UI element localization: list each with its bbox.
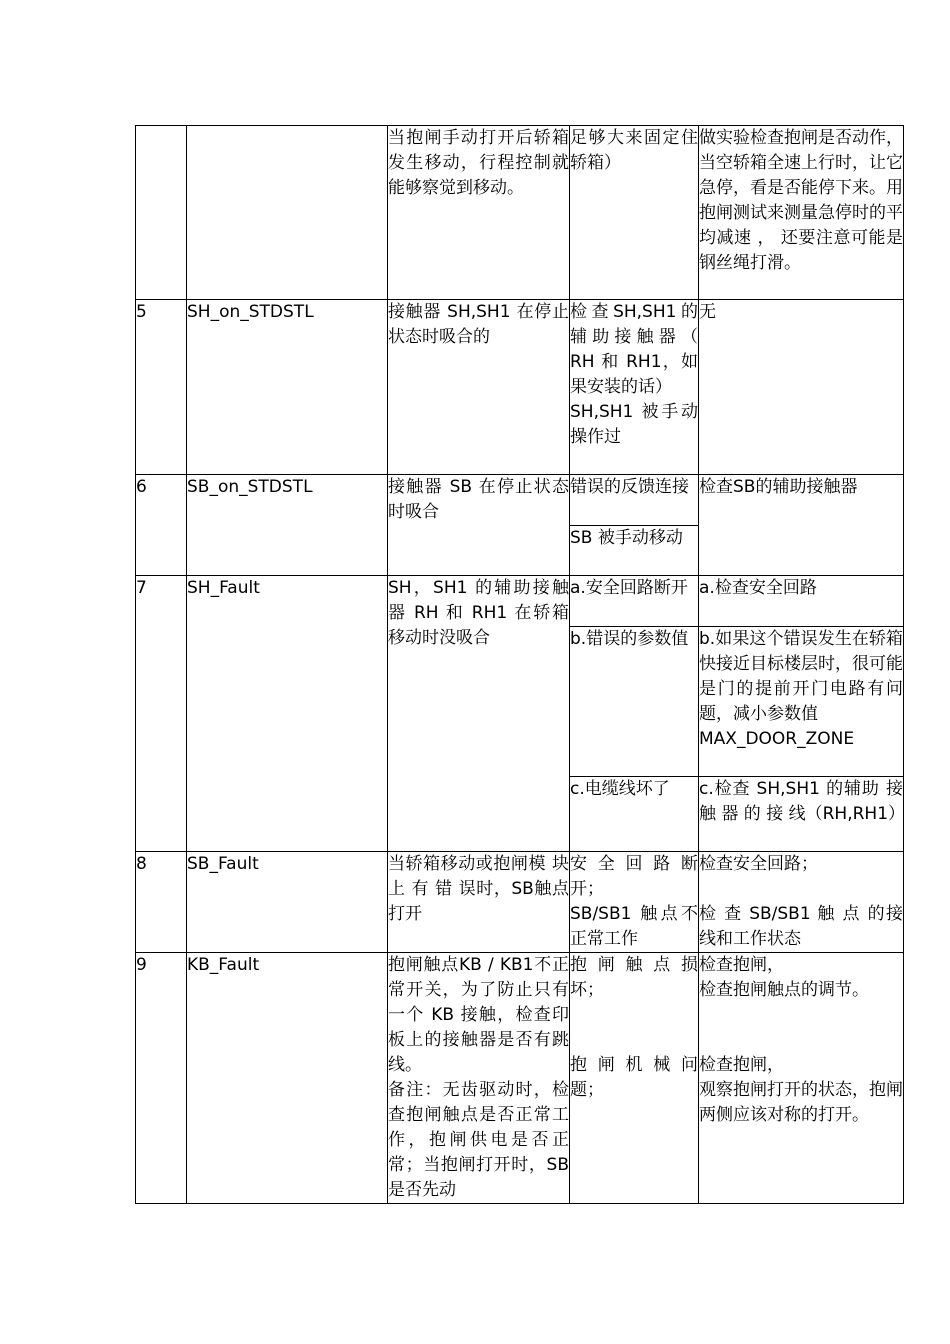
description-cell: SH，SH1 的辅助接触器 RH 和 RH1 在轿箱移动时没吸合 (388, 576, 570, 852)
table-row (136, 852, 904, 953)
table-row (136, 953, 904, 1204)
fault-table (135, 125, 904, 1204)
fault-code-cell: SB_Fault (187, 852, 388, 953)
cause-cell: b.错误的参数值 (570, 627, 699, 777)
fault-number-cell: 9 (136, 953, 187, 1204)
table-row (136, 576, 904, 627)
action-cell: 做实验检查抱闸是否动作，当空轿箱全速上行时，让它急停，看是否能停下来。用抱闸测试来测量急停时的平均减速 ， 还要注意可能是钢丝绳打滑。 (699, 126, 904, 300)
action-cell: 检查SB的辅助接触器 (699, 475, 904, 576)
description-cell: 抱闸触点KB / KB1不正常开关，为了防止只有一个 KB 接触，检查印板上的接触器是否有跳线。 备注：无齿驱动时，检查抱闸触点是否正常工作，抱闸供电是否正常；当抱闸打开时，SB是否先动 (388, 953, 570, 1204)
fault-code-cell: SH_on_STDSTL (187, 300, 388, 475)
cause-cell: 足够大来固定住轿箱） (570, 126, 699, 300)
action-cell: c.检查 SH,SH1 的辅助 接 触 器 的 接 线（RH,RH1） (699, 777, 904, 852)
cause-item: 错误的反馈连接 (570, 477, 689, 497)
fault-number-cell: 5 (136, 300, 187, 475)
cause-cell: 抱 闸 触 点 损坏； 抱 闸 机 械 问题； (570, 953, 699, 1204)
table-row (136, 300, 904, 475)
fault-code-cell: SB_on_STDSTL (187, 475, 388, 576)
action-cell: 无 (699, 300, 904, 475)
cause-cell (570, 475, 699, 576)
cause-cell: c.电缆线坏了 (570, 777, 699, 852)
table-row (136, 475, 904, 576)
action-cell: b.如果这个错误发生在轿箱快接近目标楼层时，很可能是门的提前开门电路有问题，减小参数值 MAX_DOOR_ZONE (699, 627, 904, 777)
action-cell: a.检查安全回路 (699, 576, 904, 627)
fault-number-cell (136, 126, 187, 300)
fault-number-cell: 8 (136, 852, 187, 953)
action-cell: 检查安全回路； 检 查 SB/SB1 触 点 的接线和工作状态 (699, 852, 904, 953)
fault-code-cell: KB_Fault (187, 953, 388, 1204)
description-cell: 当抱闸手动打开后轿箱发生移动，行程控制就能够察觉到移动。 (388, 126, 570, 300)
description-cell: 接触器 SH,SH1 在停止状态时吸合的 (388, 300, 570, 475)
action-cell: 检查抱闸， 检查抱闸触点的调节。 检查抱闸， 观察抱闸打开的状态，抱闸两侧应该对称的打开。 (699, 953, 904, 1204)
description-cell: 接触器 SB 在停止状态时吸合 (388, 475, 570, 576)
cause-cell: a.安全回路断开 (570, 576, 699, 627)
table-row (136, 126, 904, 300)
fault-code-cell: SH_Fault (187, 576, 388, 852)
cause-subtable (570, 475, 698, 575)
fault-code-cell (187, 126, 388, 300)
description-cell: 当轿箱移动或抱闸模 块 上 有 错 误时，SB触点打开 (388, 852, 570, 953)
cause-item: SB 被手动移动 (570, 525, 698, 575)
cause-cell: 检查SH,SH1的辅助接触器（ RH 和 RH1，如果安装的话） SH,SH1 被手动操作过 (570, 300, 699, 475)
cause-cell: 安 全 回 路 断开； SB/SB1 触点不正常工作 (570, 852, 699, 953)
fault-number-cell: 7 (136, 576, 187, 852)
fault-number-cell: 6 (136, 475, 187, 576)
